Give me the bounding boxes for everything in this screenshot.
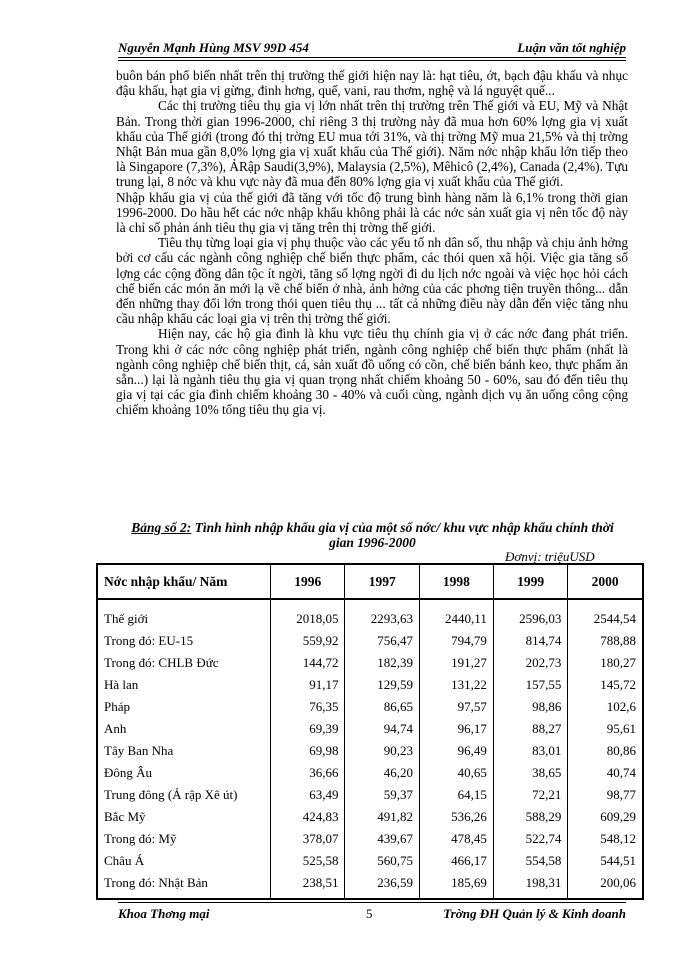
value-cell: 72,21: [493, 788, 567, 810]
body-text: [116, 68, 628, 418]
value-cell: 548,12: [568, 832, 643, 854]
value-cell: 2293,63: [345, 599, 419, 634]
paragraph-2: Các thị trường tiêu thụ gia vị lớn nhất trên thị trường trên Thế giới và EU, Mỹ và Nhật Bản. Trong thời gian 1996-2000, chỉ riêng 3 thị trường này đã mua hơn 60% lợng gia vị xuất khẩu của Thế giới (trong đó thị trờng EU mua tới 31%, và thị trờng Mỹ mua 21,5% và thị trờng Nhật Bản mua gần 8,0% lợng gia vị xuất khẩu của Thế giới). Năm nớc nhập khẩu lớn tiếp theo là Singapore (7,3%), ẢRập Saudi(3,9%), Malaysia (2,5%), Mêhicô (2,4%), Canada (2,4%). Tựu trung lại, 8 nớc và khu vực này đã mua đến 80% lợng gia vị xuất khẩu của Thế giới.: [116, 98, 628, 190]
table-row: [97, 766, 643, 788]
value-cell: 40,74: [568, 766, 643, 788]
row-label: Thế giới: [104, 611, 149, 626]
value-cell: 198,31: [493, 876, 567, 899]
value-cell: 157,55: [493, 678, 567, 700]
value-cell: 131,22: [419, 678, 493, 700]
value-cell: 554,58: [493, 854, 567, 876]
header-2000: 2000: [568, 564, 643, 599]
value-cell: 466,17: [419, 854, 493, 876]
table-row: [97, 599, 643, 634]
value-cell: 522,74: [493, 832, 567, 854]
value-cell: 378,07: [271, 832, 345, 854]
value-cell: 102,6: [568, 700, 643, 722]
value-cell: 64,15: [419, 788, 493, 810]
row-label: Trong đó: Nhật Bản: [104, 875, 208, 890]
value-cell: 424,83: [271, 810, 345, 832]
value-cell: 83,01: [493, 744, 567, 766]
value-cell: 96,49: [419, 744, 493, 766]
value-cell: 478,45: [419, 832, 493, 854]
page-header: [118, 38, 626, 60]
row-label: Bắc Mỹ: [104, 809, 146, 824]
value-cell: 185,69: [419, 876, 493, 899]
table-caption-label: Bảng số 2:: [131, 520, 192, 535]
header-1999: 1999: [493, 564, 567, 599]
value-cell: 129,59: [345, 678, 419, 700]
row-label: Anh: [104, 721, 127, 736]
value-cell: 94,74: [345, 722, 419, 744]
value-cell: 40,65: [419, 766, 493, 788]
value-cell: 145,72: [568, 678, 643, 700]
table-row: [97, 788, 643, 810]
value-cell: 191,27: [419, 656, 493, 678]
table-row: [97, 744, 643, 766]
value-cell: 36,66: [271, 766, 345, 788]
header-author: Nguyễn Mạnh Hùng MSV 99D 454: [118, 40, 309, 55]
value-cell: 588,29: [493, 810, 567, 832]
value-cell: 491,82: [345, 810, 419, 832]
paragraph-5: Hiện nay, các hộ gia đình là khu vực tiêu thụ chính gia vị ở các nớc đang phát triển. Trong khi ở các nớc công nghiệp phát triển, ngành công nghiệp chế biến thực phẩm (nhất là ngành công nghiệp chế biến thịt, cá, sản xuất đồ uống có cồn, chế biến bánh keo, thực phẩm ăn sẵn...) lại là ngành tiêu thụ gia vị quan trọng nhất chiếm khoảng 50 - 60%, sau đó đến tiêu thụ gia vị tại các gia đình chiếm khoảng 30 - 40% và cuối cùng, ngành dịch vụ ăn uống công cộng chiếm khoảng 10% tổng tiêu thụ gia vị.: [116, 326, 628, 418]
table-row: [97, 854, 643, 876]
value-cell: 76,35: [271, 700, 345, 722]
table-caption-text: Tình hình nhập khẩu gia vị của một số nớc/ khu vực nhập khẩu chính thời gian 1996-2000: [191, 520, 614, 550]
paragraph-3: Nhập khẩu gia vị của thế giới đã tăng với tốc độ trung bình hàng năm là 6,1% trong thời gian 1996-2000. Do hầu hết các nớc nhập khẩu không phải là các nớc sản xuất gia vị nên tốc độ này là chỉ số phản ánh tiêu thụ gia vị tăng trên thị trờng thế giới.: [116, 189, 628, 236]
value-cell: 559,92: [271, 634, 345, 656]
import-table: [96, 563, 644, 900]
table-unit: Đơnvị: triệuUSD: [505, 549, 595, 564]
value-cell: 96,17: [419, 722, 493, 744]
value-cell: 236,59: [345, 876, 419, 899]
row-label: Trong đó: EU-15: [104, 633, 194, 648]
value-cell: 560,75: [345, 854, 419, 876]
value-cell: 63,49: [271, 788, 345, 810]
value-cell: 2018,05: [271, 599, 345, 634]
row-label: Trong đó: Mỹ: [104, 831, 177, 846]
value-cell: 69,39: [271, 722, 345, 744]
table-row: [97, 678, 643, 700]
footer-rule: [118, 902, 626, 903]
value-cell: 536,26: [419, 810, 493, 832]
row-label: Đông Âu: [104, 765, 153, 780]
value-cell: 86,65: [345, 700, 419, 722]
value-cell: 2596,03: [493, 599, 567, 634]
value-cell: 2544,54: [568, 599, 643, 634]
row-label: Trong đó: CHLB Đức: [104, 655, 219, 670]
value-cell: 2440,11: [419, 599, 493, 634]
value-cell: 200,06: [568, 876, 643, 899]
value-cell: 59,37: [345, 788, 419, 810]
table-row: [97, 722, 643, 744]
table-row: [97, 810, 643, 832]
footer-school: Trờng ĐH Quản lý & Kinh doanh: [443, 906, 626, 921]
footer-faculty: Khoa Thơng mại: [118, 906, 210, 921]
table-caption: [120, 520, 625, 550]
paragraph-4: Tiêu thụ từng loại gia vị phụ thuộc vào các yếu tố nh dân số, thu nhập và chịu ảnh hởng bởi cơ cấu các ngành công nghiệp chế biến thực phẩm, các thói quen xã hội. Việc gia tăng số lợng các cộng đồng dân tộc ít ngời, tăng số lợng ngời đi du lịch nớc ngoài và việc học hỏi cách chế biến các món ăn mới lạ về chế biến ở nhà, ảnh hởng của các phơng tiện truyền thông... dẫn đến những thay đổi lớn trong thói quen tiêu thụ ... tất cả những điều này dẫn đến việc tăng nhu cầu nhập khẩu các loại gia vị trên thị trờng thế giới.: [116, 235, 628, 327]
value-cell: 46,20: [345, 766, 419, 788]
value-cell: 544,51: [568, 854, 643, 876]
value-cell: 98,86: [493, 700, 567, 722]
value-cell: 756,47: [345, 634, 419, 656]
page-number: 5: [366, 906, 373, 921]
value-cell: 90,23: [345, 744, 419, 766]
value-cell: 97,57: [419, 700, 493, 722]
value-cell: 88,27: [493, 722, 567, 744]
value-cell: 794,79: [419, 634, 493, 656]
header-1998: 1998: [419, 564, 493, 599]
table-row: [97, 700, 643, 722]
header-rule: [118, 57, 626, 58]
value-cell: 814,74: [493, 634, 567, 656]
value-cell: 91,17: [271, 678, 345, 700]
value-cell: 238,51: [271, 876, 345, 899]
value-cell: 38,65: [493, 766, 567, 788]
header-title: Luận văn tốt nghiệp: [517, 40, 626, 55]
value-cell: 609,29: [568, 810, 643, 832]
value-cell: 439,67: [345, 832, 419, 854]
value-cell: 95,61: [568, 722, 643, 744]
row-label: Tây Ban Nha: [104, 743, 174, 758]
value-cell: 69,98: [271, 744, 345, 766]
value-cell: 80,86: [568, 744, 643, 766]
table-row: [97, 832, 643, 854]
paragraph-1: buôn bán phổ biến nhất trên thị trường thế giới hiện nay là: hạt tiêu, ớt, bạch đậu khấu và nhục đậu khấu, hạt gia vị gừng, đinh hơng, quế, vani, rau thơm, nghệ và lá nguyệt quế...: [116, 68, 628, 99]
table-header-row: [97, 564, 643, 599]
header-country: Nớc nhập khẩu/ Năm: [97, 564, 271, 599]
value-cell: 180,27: [568, 656, 643, 678]
row-label: Hà lan: [104, 677, 139, 692]
value-cell: 202,73: [493, 656, 567, 678]
value-cell: 182,39: [345, 656, 419, 678]
table-row: [97, 876, 643, 899]
header-1997: 1997: [345, 564, 419, 599]
table-row: [97, 656, 643, 678]
row-label: Trung đông (Ả rập Xê út): [104, 787, 238, 802]
value-cell: 98,77: [568, 788, 643, 810]
row-label: Pháp: [104, 699, 130, 714]
table-row: [97, 634, 643, 656]
row-label: Châu Á: [104, 853, 145, 868]
value-cell: 788,88: [568, 634, 643, 656]
value-cell: 144,72: [271, 656, 345, 678]
value-cell: 525,58: [271, 854, 345, 876]
header-rule-double: [118, 60, 626, 61]
header-1996: 1996: [271, 564, 345, 599]
